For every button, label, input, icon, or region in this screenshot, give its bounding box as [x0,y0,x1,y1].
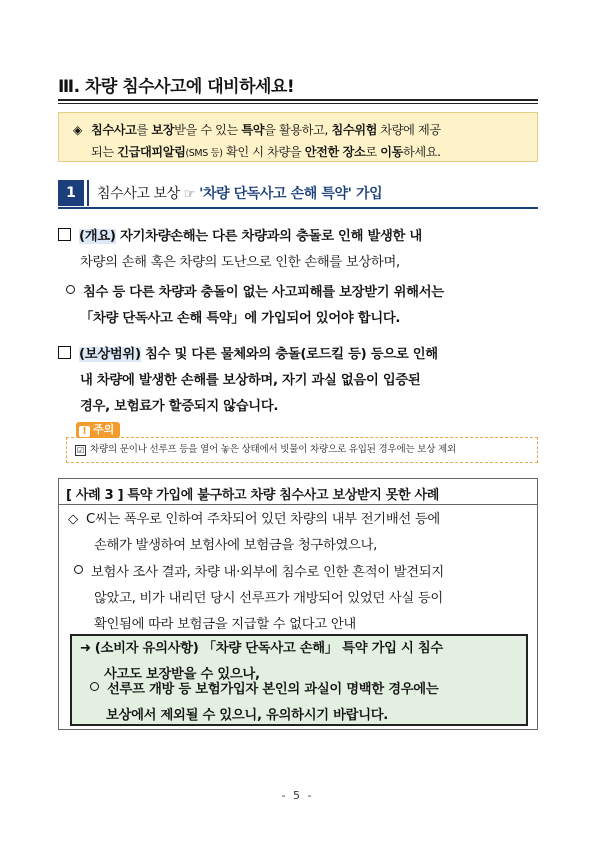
note-text: 선루프 개방 등 보험가입자 본인의 과실이 명백한 경우에는 [107,682,439,697]
case-text: 손해가 발생하여 보험사에 보험금을 청구하였으나, [94,538,378,553]
note-text: 보상에서 제외될 수 있으니, 유의하시기 바랍니다. [106,708,389,723]
subsection-divider [58,207,538,209]
summary-text: 안전한 장소 [304,145,366,159]
case-text: 보험사 조사 결과, 차량 내·외부에 침수로 인한 흔적이 발견되지 [91,565,444,580]
summary-text: 침수사고 [91,123,137,137]
paragraph-overview [58,224,540,276]
summary-text: 을 활용하고, [264,123,332,137]
summary-text: 로 [365,145,381,159]
caution-label-text: 주의 [93,423,115,436]
subsection-title-quote: '차량 단독사고 손해 특약' 가입 [199,186,383,202]
summary-text: 침수위험 [331,123,377,137]
paragraph-text: 차량의 손해 혹은 차량의 도난으로 인한 손해를 보상하며, [80,255,400,270]
summary-text: 긴급대피알림 [117,145,186,159]
summary-text: 보장 [151,123,175,137]
case-result [74,560,534,638]
summary-line-2 [73,141,527,165]
summary-text: 를 [136,123,152,137]
paragraph-text: 침수 및 다른 물체와의 충돌(로드킬 등) 등으로 인해 [140,347,438,362]
paragraph-text: 경우, 보험료가 할증되지 않습니다. [80,399,279,414]
checkbox-icon: ☑ [75,445,86,456]
consumer-note-sub [90,677,526,729]
note-text: (소비자 유의사항) 「차량 단독사고 손해」 특약 가입 시 침수 [94,641,443,656]
square-bullet-icon [58,228,71,241]
case-text: C씨는 폭우로 인하여 주차되어 있던 차량의 내부 전기배선 등에 [85,512,440,527]
subsection-title [97,183,382,205]
case-divider [58,504,538,505]
subsection-title-main: 침수사고 보상 [97,186,180,202]
arrow-right-icon: ➜ [80,641,91,656]
paragraph-text: 내 차량에 발생한 손해를 보상하며, 자기 과실 없음이 입증된 [80,373,421,388]
case-text: 확인됨에 따라 보험금을 지급할 수 없다고 안내 [94,617,356,632]
circle-bullet-icon [66,285,75,294]
note-text: 사고도 보장받을 수 있으나, [104,667,260,682]
square-bullet-icon [58,346,71,359]
case-description [68,507,532,559]
paragraph-coverage [58,342,540,420]
summary-text: 받을 수 있는 [174,123,242,137]
overview-tag: (개요) [79,229,116,244]
subsection-number-badge: 1 [58,180,84,206]
case-text: 않았고, 비가 내리던 당시 선루프가 개방되어 있었던 사실 등이 [94,591,443,606]
summary-text: 확인 시 차량을 [222,145,305,159]
caution-label [76,422,120,438]
paragraph-text: 「차량 단독사고 손해 특약」에 가입되어 있어야 합니다. [80,311,401,326]
paragraph-special-clause [66,280,540,332]
subsection-bar [87,180,89,206]
summary-text: (SMS 등) [185,148,223,159]
coverage-tag: (보상범위) [79,347,141,362]
summary-text: 특약 [241,123,265,137]
section-title: Ⅲ. 차량 침수사고에 대비하세요! [58,77,295,97]
case-title: [ 사례 3 ] 특약 가입에 불구하고 차량 침수사고 보상받지 못한 사례 [66,488,439,503]
paragraph-text: 침수 등 다른 차량과 충돌이 없는 사고피해를 보장받기 위해서는 [83,285,444,300]
warning-icon: ! [79,426,90,437]
circle-bullet-icon [90,682,99,691]
page-number: - 5 - [281,789,314,802]
summary-text: 되는 [91,145,118,159]
paragraph-text: 자기차량손해는 다른 차량과의 충돌로 인해 발생한 내 [115,229,422,244]
summary-text: 차량에 제공 [376,123,441,137]
caution-text: 차량의 문이나 선루프 등을 열어 놓은 상태에서 빗물이 차량으로 유입된 경우에는 보상 제외 [90,444,456,455]
hollow-diamond-icon: ◇ [68,512,78,527]
summary-box [58,112,538,162]
pointing-hand-icon: ☞ [183,187,196,202]
summary-text: 이동 [380,145,404,159]
circle-bullet-icon [74,565,83,574]
section-divider [58,99,538,101]
caution-box [66,437,538,463]
summary-line-1 [73,119,527,141]
summary-text: 하세요. [403,145,441,159]
diamond-bullet-icon: ◈ [73,123,82,137]
section-divider-thin [58,103,538,104]
